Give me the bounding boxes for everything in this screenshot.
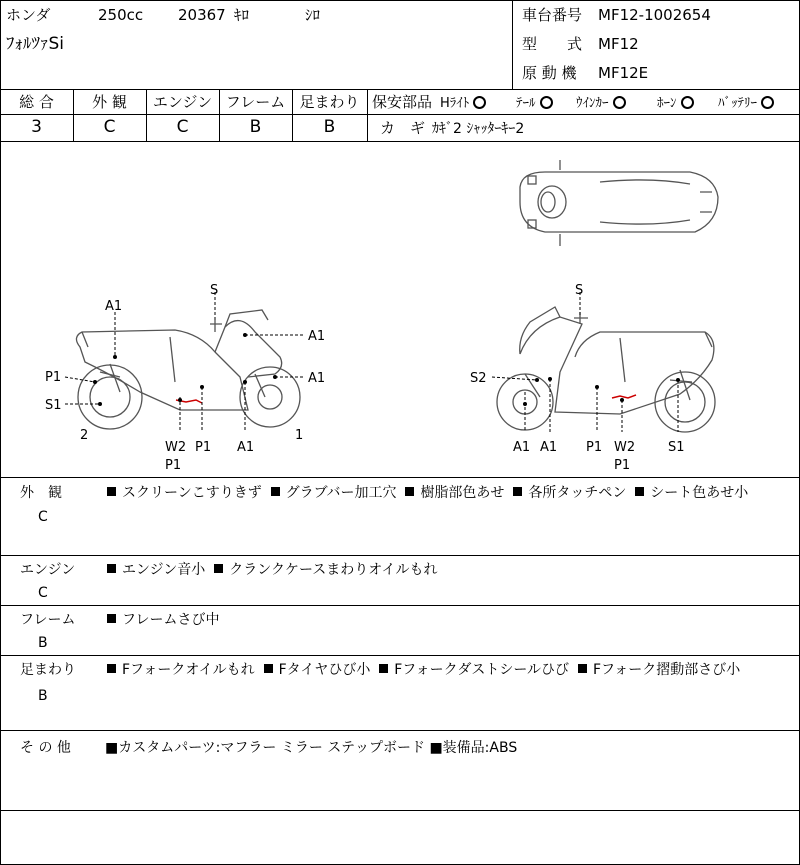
- label-a1: A1: [308, 329, 326, 344]
- key-label: カ ギ: [380, 119, 426, 137]
- grade-header-suspension: 足まわり: [299, 93, 360, 111]
- label-w2: W2: [165, 440, 187, 455]
- maker: ホンダ: [6, 6, 51, 24]
- label-w2: W2: [614, 440, 636, 455]
- mileage: 20367: [178, 6, 226, 24]
- frame-no-label: 車台番号: [522, 6, 583, 24]
- ok-circle-icon: [681, 96, 694, 109]
- section-grade-frame: B: [38, 635, 48, 651]
- section-label-engine: エンジン: [20, 562, 76, 578]
- section-grade-suspension: B: [38, 688, 48, 704]
- label-a1: A1: [237, 440, 255, 455]
- label-a1: A1: [513, 440, 531, 455]
- grade-mid-line: [0, 114, 367, 115]
- ok-circle-icon: [540, 96, 553, 109]
- scooter-left-view-icon: [76, 310, 300, 429]
- section-label-suspension: 足まわり: [20, 662, 76, 678]
- safety-tail: ﾃｰﾙ: [516, 96, 553, 110]
- section-grade-engine: C: [38, 585, 48, 601]
- header-divider: [512, 0, 513, 90]
- scooter-top-view-icon: [520, 160, 718, 246]
- label-front-no: 1: [295, 428, 304, 443]
- grade-col-line: [367, 90, 368, 141]
- type-label: 型 式: [522, 35, 583, 53]
- label-a1: A1: [308, 371, 326, 386]
- grade-suspension: B: [323, 117, 336, 137]
- grade-exterior: C: [103, 117, 116, 137]
- label-a1: A1: [105, 299, 123, 314]
- label-s1: S1: [45, 398, 62, 413]
- section-line: [0, 730, 800, 731]
- safety-winker: ｳｲﾝｶｰ: [576, 96, 626, 110]
- safety-label: 保安部品: [372, 93, 433, 111]
- label-p1: P1: [195, 440, 212, 455]
- key-value: ｶｷﾞ2 ｼｬｯﾀｰｷｰ2: [432, 121, 525, 137]
- grade-header-exterior: 外 観: [92, 93, 127, 111]
- frame-items: フレームさび中: [107, 613, 219, 627]
- label-p1: P1: [45, 370, 62, 385]
- model-name: ﾌｫﾙﾂｧSi: [6, 34, 65, 54]
- grade-header-engine: エンジン: [152, 93, 213, 111]
- scooter-right-view-icon: [497, 307, 715, 432]
- label-a1: A1: [540, 440, 558, 455]
- damage-diagram: [0, 142, 800, 477]
- exterior-items: スクリーンこすりきず グラブバー加工穴 樹脂部色あせ 各所タッチペン シート色あせ小: [107, 486, 748, 500]
- section-line: [0, 555, 800, 556]
- safety-battery: ﾊﾞｯﾃﾘｰ: [718, 96, 774, 110]
- label-s2: S2: [470, 371, 487, 386]
- body-color: ｼﾛ: [305, 6, 321, 24]
- other-text: ■カスタムパーツ:マフラー ミラー ステップボード ■装備品:ABS: [105, 740, 518, 756]
- section-label-other: そ の 他: [20, 740, 71, 756]
- ok-circle-icon: [473, 96, 486, 109]
- mileage-unit: ｷﾛ: [234, 6, 250, 24]
- section-grade-exterior: C: [38, 509, 48, 525]
- type-value: MF12: [598, 35, 639, 53]
- label-s1: S1: [668, 440, 685, 455]
- grade-header-overall: 総 合: [19, 93, 54, 111]
- frame-no: MF12-1002654: [598, 6, 711, 24]
- grade-engine: C: [176, 117, 189, 137]
- engine-items: エンジン音小 クランクケースまわりオイルもれ: [107, 563, 438, 577]
- safety-headlight: Hﾗｲﾄ: [440, 96, 486, 110]
- label-s: S: [575, 283, 584, 298]
- section-line: [0, 655, 800, 656]
- label-p1: P1: [586, 440, 603, 455]
- displacement: 250cc: [98, 6, 144, 24]
- grade-frame: B: [249, 117, 262, 137]
- grade-header-frame: フレーム: [225, 93, 286, 111]
- engine-value: MF12E: [598, 64, 649, 82]
- ok-circle-icon: [761, 96, 774, 109]
- section-line: [0, 810, 800, 811]
- diagram-bottom: [0, 477, 800, 478]
- border-top: [0, 0, 800, 1]
- ok-circle-icon: [613, 96, 626, 109]
- label-p1: P1: [165, 458, 182, 473]
- section-label-exterior: 外 観: [20, 485, 62, 501]
- safety-mid-line: [367, 114, 800, 115]
- engine-label: 原 動 機: [522, 64, 577, 82]
- safety-horn: ﾎｰﾝ: [657, 96, 694, 110]
- section-line: [0, 605, 800, 606]
- header-bottom: [0, 89, 800, 90]
- section-label-frame: フレーム: [20, 612, 76, 628]
- label-p1: P1: [614, 458, 631, 473]
- grade-overall: 3: [31, 117, 42, 137]
- label-rear-no: 2: [80, 428, 89, 443]
- label-s: S: [210, 283, 219, 298]
- suspension-items: Fフォークオイルもれ Fタイヤひび小 Fフォークダストシールひび Fフォーク摺動部さび小: [107, 663, 740, 677]
